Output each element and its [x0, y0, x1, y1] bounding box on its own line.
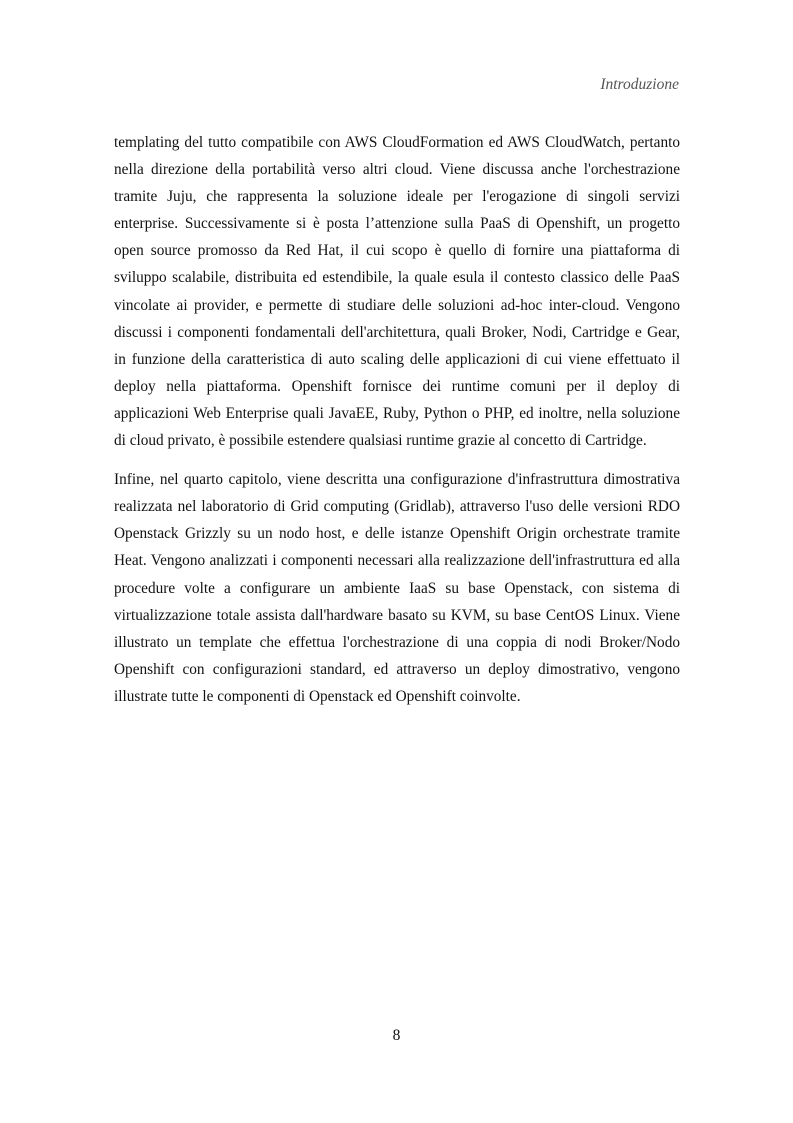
page-number: 8 [392, 1027, 401, 1044]
body-text [114, 129, 680, 722]
paragraph-chapter-four-summary: Infine, nel quarto capitolo, viene descritta una configurazione d'infrastruttura dimostrativa realizzata nel laboratorio di Grid computing (Gridlab), attraverso l'uso delle versioni RDO Openstack Grizzly su un nodo host, e delle istanze Openshift Origin orchestrate tramite Heat. Vengono analizzati i componenti necessari alla realizzazione dell'infrastruttura ed alla procedure volte a configurare un ambiente IaaS su base Openstack, con sistema di virtualizzazione totale assista dall'hardware basato su KVM, su base CentOS Linux. Viene illustrato un template che effettua l'orchestrazione di una coppia di nodi Broker/Nodo Openshift con configurazioni standard, ed attraverso un deploy dimostrativo, vengono illustrate tutte le componenti di Openstack ed Openshift coinvolte. [114, 471, 680, 705]
running-header-title: Introduzione [600, 76, 679, 93]
paragraph-openshift-overview: templating del tutto compatibile con AWS CloudFormation ed AWS CloudWatch, pertanto nella direzione della portabilità verso altri cloud. Viene discussa anche l'orchestrazione tramite Juju, che rappresenta la soluzione ideale per l'erogazione di singoli servizi enterprise. Successivamente si è posta l’attenzione sulla PaaS di Openshift, un progetto open source promosso da Red Hat, il cui scopo è quello di fornire una piattaforma di sviluppo scalabile, distribuita ed estendibile, la quale esula il contesto classico delle PaaS vincolate ai provider, e permette di studiare delle soluzioni ad-hoc inter-cloud. Vengono discussi i componenti fondamentali dell'architettura, quali Broker, Nodi, Cartridge e Gear, in funzione della caratteristica di auto scaling delle applicazioni di cui viene effettuato il deploy nella piattaforma. Openshift fornisce dei runtime comuni per il deploy di applicazioni Web Enterprise quali JavaEE, Ruby, Python o PHP, ed inoltre, nella soluzione di cloud privato, è possibile estendere qualsiasi runtime grazie al concetto di Cartridge. [114, 134, 680, 450]
